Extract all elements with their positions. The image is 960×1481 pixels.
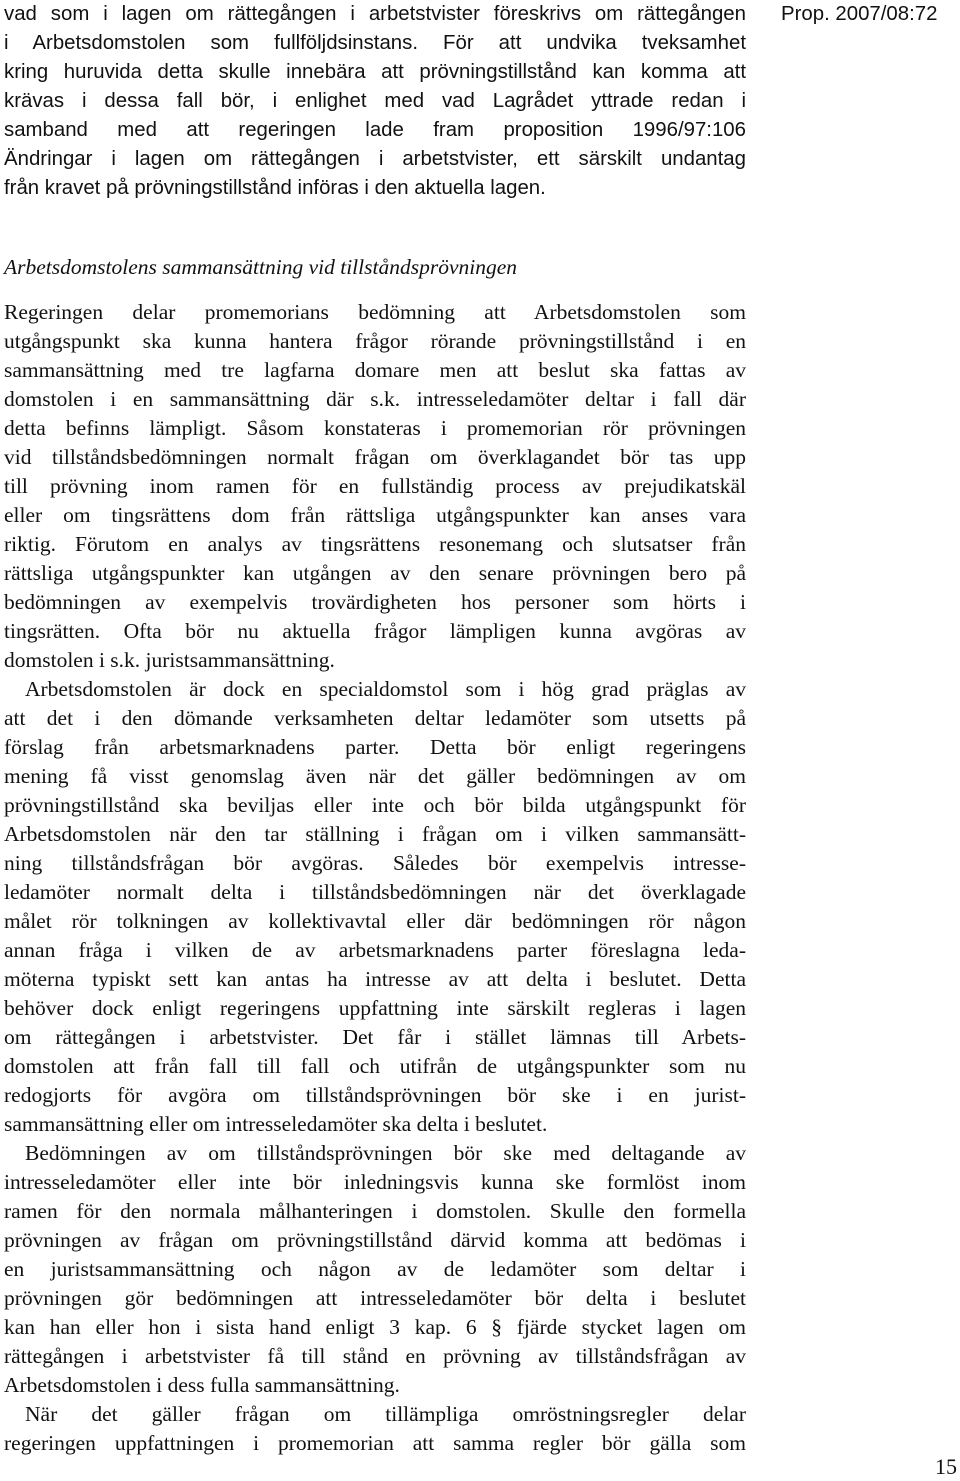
text-line: om rättegången i arbetstvister. Det får i stället lämnas till Arbets- xyxy=(4,1025,746,1049)
text-line: Ändringar i lagen om rättegången i arbetstvister, ett särskilt undantag xyxy=(4,148,746,170)
text-line: rättsliga utgångspunkter kan utgången av den senare prövningen bero på xyxy=(4,561,746,585)
text-line: domstolen i en sammansättning där s.k. intresseledamöter deltar i fall där xyxy=(4,387,746,411)
text-line: regeringen uppfattningen i promemorian att samma regler bör gälla som xyxy=(4,1431,746,1455)
page-number: 15 xyxy=(935,1454,957,1479)
text-line: domstolen i s.k. juristsammansättning. xyxy=(4,648,335,672)
text-line: kan han eller hon i sista hand enligt 3 kap. 6 § fjärde stycket lagen om xyxy=(4,1315,746,1339)
continued-paragraph xyxy=(4,0,746,203)
text-line: till prövning inom ramen för en fullständig process av prejudikatskäl xyxy=(4,474,746,498)
text-line: samband med att regeringen lade fram proposition 1996/97:106 xyxy=(4,119,746,141)
section-heading: Arbetsdomstolens sammansättning vid tillståndsprövningen xyxy=(4,255,518,279)
text-line: tingsrätten. Ofta bör nu aktuella frågor lämpligen kunna avgöras av xyxy=(4,619,746,643)
text-line: förslag från arbetsmarknadens parter. Detta bör enligt regeringens xyxy=(4,735,746,759)
text-line: Regeringen delar promemorians bedömning att Arbetsdomstolen som xyxy=(4,300,746,324)
text-line: annan fråga i vilken de av arbetsmarknadens parter föreslagna leda- xyxy=(4,938,746,962)
text-line: domstolen att från fall till fall och utifrån de utgångspunkter som nu xyxy=(4,1054,746,1078)
text-line: vad som i lagen om rättegången i arbetstvister föreskrivs om rättegången xyxy=(4,3,746,25)
text-line: riktig. Förutom en analys av tingsrättens resonemang och slutsatser från xyxy=(4,532,746,556)
section-body xyxy=(4,298,746,1458)
text-line: kring huruvida detta skulle innebära att prövningstillstånd kan komma att xyxy=(4,61,746,83)
paragraph-start-line: När det gäller frågan om tillämpliga omröstningsregler delar xyxy=(25,1402,746,1426)
text-line: Arbetsdomstolen i dess fulla sammansättning. xyxy=(4,1373,400,1397)
text-line: prövningstillstånd ska beviljas eller inte och bör bilda utgångspunkt för xyxy=(4,793,746,817)
text-line: från kravet på prövningstillstånd införas i den aktuella lagen. xyxy=(4,177,546,199)
paragraph-start-line: Arbetsdomstolen är dock en specialdomstol som i hög grad präglas av xyxy=(25,677,746,701)
text-line: sammansättning eller om intresseledamöter ska delta i beslutet. xyxy=(4,1112,548,1136)
text-line: bedömningen av exempelvis trovärdigheten hos personer som hörts i xyxy=(4,590,746,614)
text-line: utgångspunkt ska kunna hantera frågor rörande prövningstillstånd i en xyxy=(4,329,746,353)
text-line: redogjorts för avgöra om tillståndsprövningen bör ske i en jurist- xyxy=(4,1083,746,1107)
text-line: en juristsammansättning och någon av de ledamöter som deltar i xyxy=(4,1257,746,1281)
text-line: att det i den dömande verksamheten deltar ledamöter som utsetts på xyxy=(4,706,746,730)
text-line: behöver dock enligt regeringens uppfattning inte särskilt regleras i lagen xyxy=(4,996,746,1020)
text-line: mening få visst genomslag även när det gäller bedömningen av om xyxy=(4,764,746,788)
text-line: intresseledamöter eller inte bör inledningsvis kunna ske formlöst inom xyxy=(4,1170,746,1194)
text-line: möterna typiskt sett kan antas ha intresse av att delta i beslutet. Detta xyxy=(4,967,746,991)
text-line: ning tillståndsfrågan bör avgöras. Således bör exempelvis intresse- xyxy=(4,851,746,875)
paragraph-start-line: Bedömningen av om tillståndsprövningen bör ske med deltagande av xyxy=(25,1141,746,1165)
text-line: krävas i dessa fall bör, i enlighet med vad Lagrådet yttrade redan i xyxy=(4,90,746,112)
text-line: ramen för den normala målhanteringen i domstolen. Skulle den formella xyxy=(4,1199,746,1223)
text-line: ledamöter normalt delta i tillståndsbedömningen när det överklagade xyxy=(4,880,746,904)
text-line: rättegången i arbetstvister få till stånd en prövning av tillståndsfrågan av xyxy=(4,1344,746,1368)
text-line: vid tillståndsbedömningen normalt frågan om överklagandet bör tas upp xyxy=(4,445,746,469)
text-line: prövningen gör bedömningen att intresseledamöter bör delta i beslutet xyxy=(4,1286,746,1310)
text-line: Arbetsdomstolen när den tar ställning i frågan om i vilken sammansätt- xyxy=(4,822,746,846)
text-line: sammansättning med tre lagfarna domare men att beslut ska fattas av xyxy=(4,358,746,382)
text-line: prövningen av frågan om prövningstillstånd därvid komma att bedömas i xyxy=(4,1228,746,1252)
text-line: målet rör tolkningen av kollektivavtal eller där bedömningen rör någon xyxy=(4,909,746,933)
text-line: eller om tingsrättens dom från rättsliga utgångspunkter kan anses vara xyxy=(4,503,746,527)
text-line: detta befinns lämpligt. Såsom konstateras i promemorian rör prövningen xyxy=(4,416,746,440)
text-line: i Arbetsdomstolen som fullföljdsinstans. För att undvika tveksamhet xyxy=(4,32,746,54)
proposition-number: Prop. 2007/08:72 xyxy=(781,3,938,25)
